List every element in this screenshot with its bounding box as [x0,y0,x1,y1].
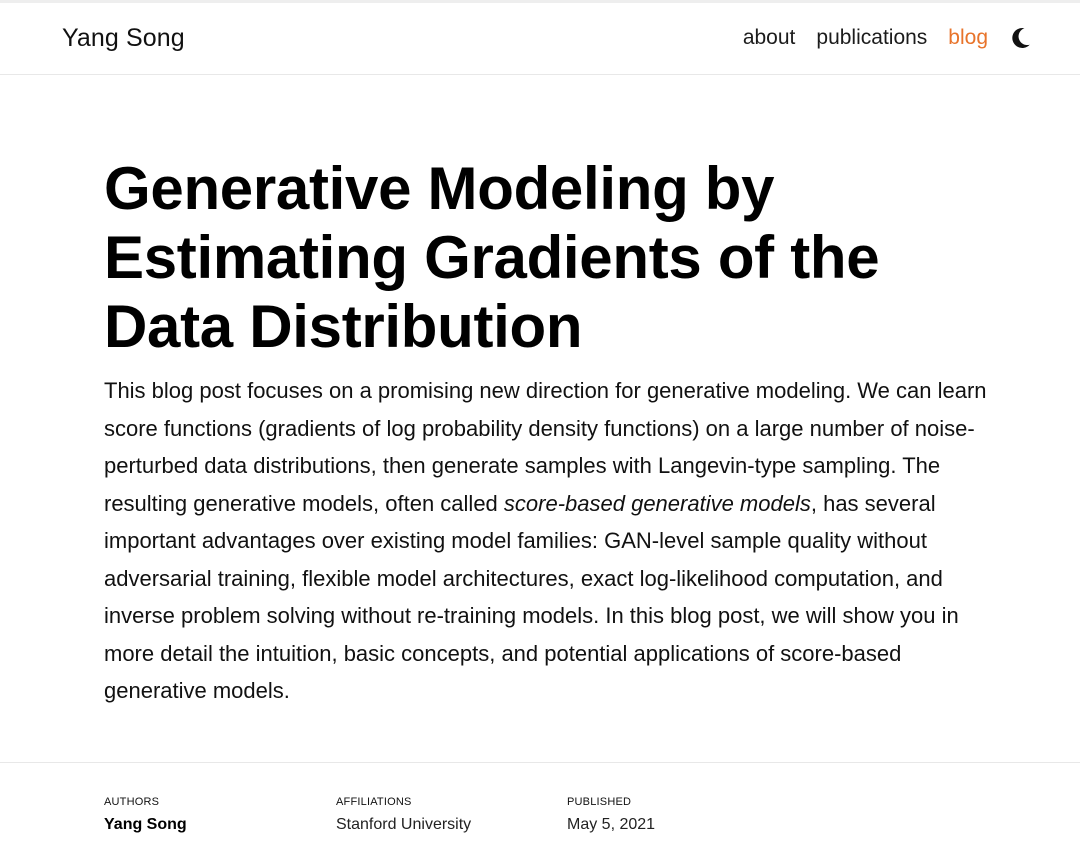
site-header [0,3,1080,75]
nav-blog-link[interactable]: blog [948,26,988,49]
abstract-text-part2: , has several important advantages over existing model families: GAN-level sample quality without adversarial training, flexible model architectures, exact log-likelihood computation, and inverse problem solving without re-training models. In this blog post, we will show you in more detail the intuition, basic concepts, and potential applications of score-based generative models. [104,490,959,703]
nav-about-link[interactable]: about [742,26,796,49]
post-title: Generative Modeling by Estimating Gradients of the Data Distribution [104,155,880,360]
affiliation-name: Stanford University [336,816,472,833]
site-title-link[interactable]: Yang Song [62,24,185,52]
author-name: Yang Song [104,816,187,833]
post-abstract [104,372,1004,710]
published-date: May 5, 2021 [567,816,656,833]
main-nav [722,25,1032,51]
byline-authors [104,795,187,835]
authors-label: AUTHORS [104,796,160,808]
nav-publications-link[interactable]: publications [816,26,928,49]
published-label: PUBLISHED [567,796,632,808]
abstract-text-part1: This blog post focuses on a promising new direction for generative modeling. We can learn score functions (gradients of log probability density functions) on a large number of noise-perturbed data distributions, then generate samples with Langevin-type sampling. The resulting generative models, often called [104,378,987,516]
theme-toggle-button[interactable] [1010,25,1032,51]
moon-icon [1011,27,1031,49]
affiliations-label: AFFILIATIONS [336,796,412,808]
post-byline [0,762,1080,850]
byline-published [567,795,655,835]
abstract-emphasis: score-based generative models [503,490,811,516]
byline-affiliations [336,795,471,835]
